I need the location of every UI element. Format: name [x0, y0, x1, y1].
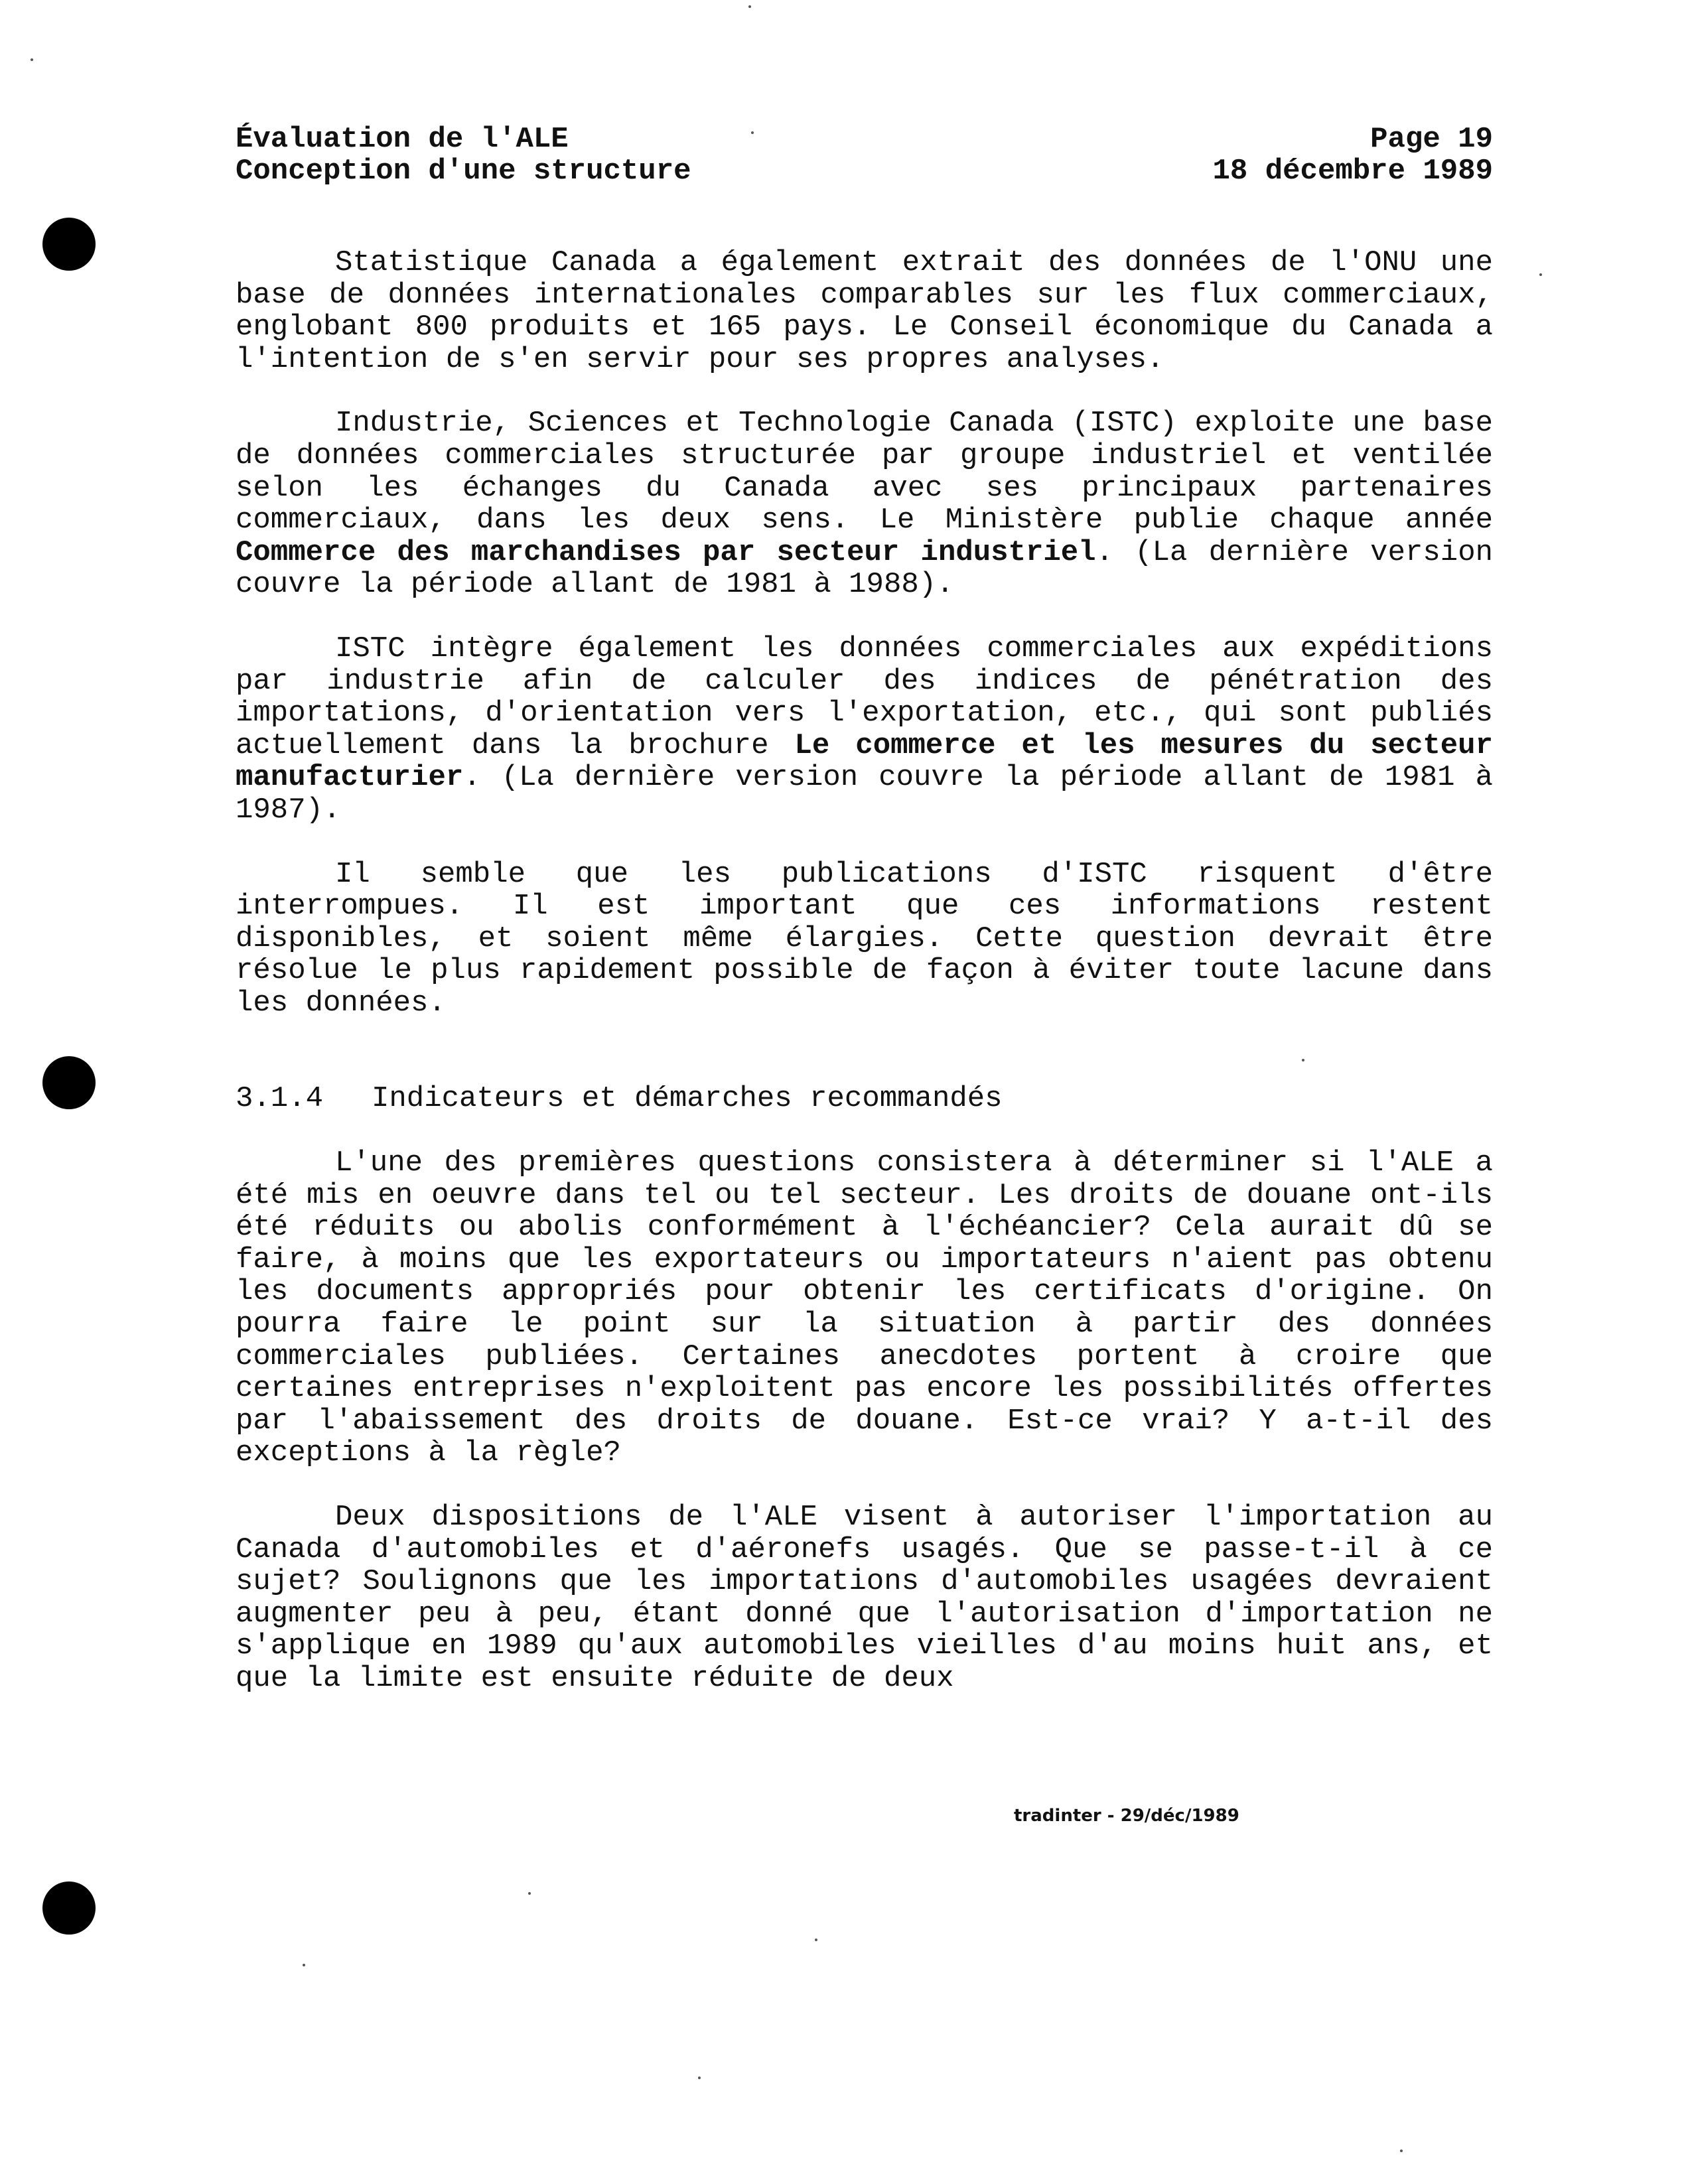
scan-speck [528, 1892, 531, 1895]
scan-speck [1539, 273, 1542, 276]
paragraph-text: ISTC intègre également les données commerciales aux expéditions par industrie afin de calculer des indices de pénétration des importations, d'orientation vers l'exportation, etc., qui sont publiés actuellement dans la brochure [236, 632, 1493, 762]
bold-title-text: Commerce des marchandises par secteur industriel [236, 535, 1096, 569]
paragraph [236, 1147, 1493, 1469]
scan-speck [31, 58, 33, 61]
paragraphs-top [236, 247, 1493, 1019]
header-meta-block [1213, 123, 1493, 187]
header-date: 18 décembre 1989 [1212, 155, 1493, 188]
paragraph [236, 1501, 1493, 1695]
paragraph-text: L'une des premières questions consistera à déterminer si l'ALE a été mis en oeuvre dans tel ou tel secteur. Les droits de douane ont-ils été réduits ou abolis conformément à l'échéancier? Cela aurait dû se faire, à moins que les exportateurs ou importateurs n'aient pas obtenu les documents appropriés pour obtenir les certificats d'origine. On pourra faire le point sur la situation à partir des données commerciales publiées. Certaines anecdotes portent à croire que certaines entreprises n'exploitent pas encore les possibilités offertes par l'abaissement des droits de douane. Est-ce vrai? Y a-t-il des exceptions à la règle? [236, 1146, 1493, 1470]
paragraph [236, 407, 1493, 601]
section-heading [236, 1083, 1493, 1115]
paragraph-text: . (La dernière version couvre la période allant de 1981 à 1987). [236, 761, 1493, 827]
paragraph [236, 633, 1493, 827]
paragraph-text: . (La dernière version couvre la période allant de 1981 à 1988). [236, 535, 1493, 602]
scan-speck [1400, 2150, 1403, 2152]
paragraph [236, 247, 1493, 375]
paragraph-text: Statistique Canada a également extrait des données de l'ONU une base de données internationales comparables sur les flux commerciaux, englobant 800 produits et 165 pays. Le Conseil économique du Canada a l'intention de s'en servir pour ses propres analyses. [236, 246, 1493, 376]
section-number: 3.1.4 [236, 1082, 324, 1116]
paragraph-text: Deux dispositions de l'ALE visent à autoriser l'importation au Canada d'automobiles et d'aéronefs usagés. Que se passe-t-il à ce sujet? Soulignons que les importations d'automobiles usagées devraient augmenter peu à peu, étant donné que l'autorisation d'importation ne s'applique en 1989 qu'aux automobiles vieilles d'au moins huit ans, et que la limite est ensuite réduite de deux [236, 1501, 1493, 1695]
scan-speck [815, 1939, 817, 1941]
section-title: Indicateurs et démarches recommandés [372, 1082, 1003, 1116]
paragraph-text: Il semble que les publications d'ISTC risquent d'être interrompues. Il est important que ces informations restent disponibles, et soient même élargies. Cette question devrait être résolue le plus rapidement possible de façon à éviter toute lacune dans les données. [236, 857, 1493, 1020]
header-title-line2: Conception d'une structure [236, 155, 691, 188]
paragraph-text: Industrie, Sciences et Technologie Canada (ISTC) exploite une base de données commerciales structurée par groupe industriel et ventilée selon les échanges du Canada avec ses principaux partenaires commerciaux, dans les deux sens. Le Ministère publie chaque année [236, 407, 1493, 537]
scan-speck [303, 1964, 305, 1966]
header-title-line1: Évaluation de l'ALE [236, 123, 569, 156]
scan-speck [698, 2077, 701, 2079]
scan-speck [751, 131, 754, 134]
page-number: Page 19 [1370, 123, 1493, 156]
punch-hole-bottom [42, 1881, 96, 1935]
footer-stamp: tradinter - 29/déc/1989 [1014, 1806, 1239, 1826]
scan-speck [748, 5, 751, 8]
punch-hole-middle [42, 1056, 96, 1109]
paragraphs-section [236, 1147, 1493, 1695]
paragraph [236, 858, 1493, 1020]
header-title-block [236, 123, 691, 187]
punch-hole-top [42, 218, 96, 271]
document-body [236, 247, 1493, 1727]
bold-title-text: Le commerce et les mesures du secteur manufacturier [236, 728, 1493, 795]
